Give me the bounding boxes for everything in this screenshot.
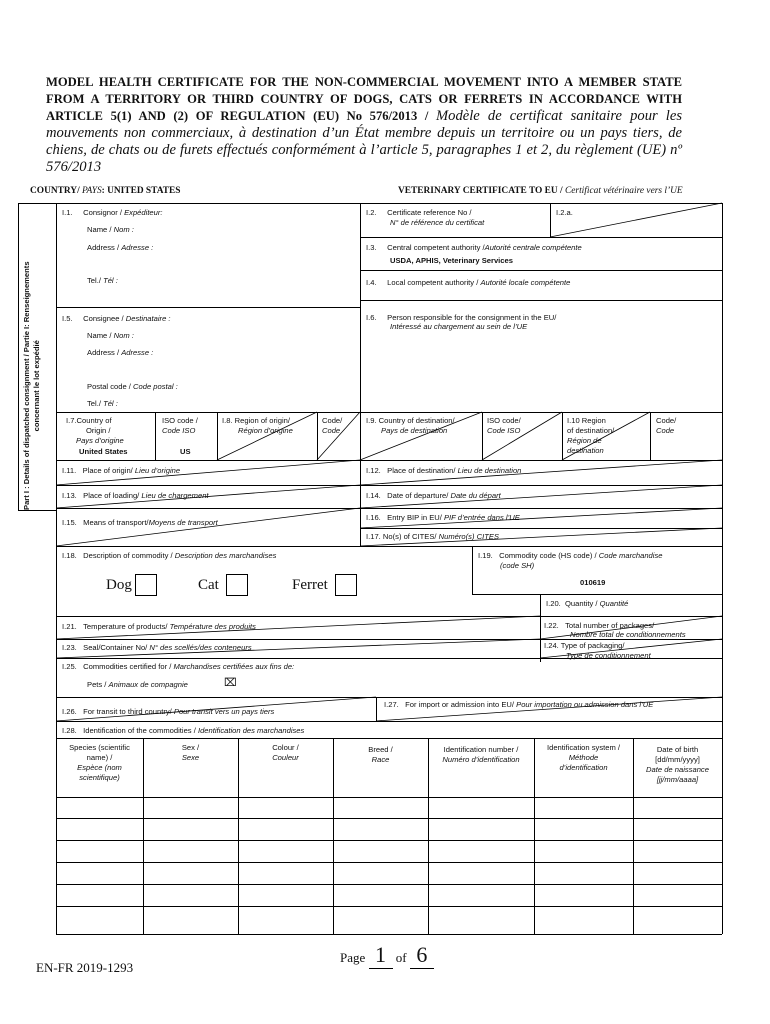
field-i6[interactable]: I.6. Person responsible for the consignment in the EU/	[366, 313, 557, 322]
field-i6-fr: Intéressé au chargement au sein de l’UE	[390, 322, 528, 331]
field-i20[interactable]: I.20. Quantity / Quantité	[546, 599, 629, 608]
field-i8-fr: Région d’origine	[238, 426, 293, 435]
field-i19[interactable]: I.19. Commodity code (HS code) / Code marchandise	[478, 551, 663, 560]
title-fr: Modèle de certificat sanitaire pour les mouvements non commerciaux, à destination d’un État membre depuis un territoire ou un pays tiers, de chiens, de chats ou de furets effectués conformément à l’article 5, paragraphes 1 et 2, du règlement (UE) nº 576/2013	[46, 108, 683, 175]
field-consignee-name[interactable]: Name / Nom :	[87, 331, 134, 340]
table-header-species: Species (scientific name) / Espèce (nom scientifique)	[69, 743, 130, 782]
table-header-id-system: Identification system / Méthode d’identification	[546, 743, 621, 772]
title-en: MODEL HEALTH CERTIFICATE FOR THE NON-COMMERCIAL MOVEMENT INTO A MEMBER STATE FROM A TERRITORY OR THIRD COUNTRY OF DOGS, CATS OR FERRETS IN ACCORDANCE WITH ARTICLE 5(1) AND (2) OF REGULATION (EU) No 576/2013	[46, 75, 682, 123]
field-pets: Pets / Animaux de compagnie	[87, 680, 188, 689]
ferret-label: Ferret	[292, 577, 328, 593]
field-code-origin-fr: Code	[322, 426, 341, 435]
field-i15[interactable]: I.15. Means of transport/Moyens de transport	[62, 518, 218, 527]
country-label-fr: PAYS	[82, 186, 102, 196]
field-consignor-address[interactable]: Address / Adresse :	[87, 243, 154, 252]
of-label: of	[395, 950, 407, 965]
field-i17[interactable]: I.17. No(s) of CITES/ Numéro(s) CITES	[366, 532, 499, 541]
table-header-dob: Date of birth [dd/mm/yyyy] Date de naissance [jj/mm/aaaa]	[646, 745, 709, 784]
vet-cert-label: VETERINARY CERTIFICATE TO EU /	[398, 186, 563, 196]
field-consignee-tel[interactable]: Tel./ Tél :	[87, 399, 118, 408]
field-i2[interactable]: I.2. Certificate reference No /	[366, 208, 472, 217]
ferret-checkbox[interactable]	[335, 574, 357, 596]
field-i3-value: USDA, APHIS, Veterinary Services	[390, 256, 513, 265]
field-i7-value: United States	[79, 447, 128, 456]
page-indicator	[340, 942, 434, 969]
country-label: COUNTRY/	[30, 186, 80, 196]
field-iso-dest[interactable]: ISO code/	[487, 416, 521, 425]
field-i10-label2: of destination/	[567, 426, 615, 435]
field-i7-fr: Pays d’origine	[76, 436, 124, 445]
cat-label: Cat	[198, 577, 219, 593]
field-code-dest-fr: Code	[656, 426, 675, 435]
table-header-colour: Colour / Couleur	[272, 743, 299, 762]
country-value: : UNITED STATES	[101, 186, 181, 196]
field-i14[interactable]: I.14. Date of departure/ Date du départ	[366, 491, 501, 500]
field-consignor-name[interactable]: Name / Nom :	[87, 225, 134, 234]
field-i24[interactable]: I.24. Type of packaging/	[544, 641, 625, 650]
field-i10-fr1: Région de	[567, 436, 602, 445]
field-i12[interactable]: I.12. Place of destination/ Lieu de destination	[366, 466, 522, 475]
field-i23[interactable]: I.23. Seal/Container No/ N° des scellés/des conteneurs	[62, 643, 252, 652]
table-header-sex: Sex / Sexe	[181, 743, 200, 762]
title-separator: /	[417, 109, 437, 123]
cat-checkbox[interactable]	[226, 574, 248, 596]
page-label: Page	[340, 950, 366, 965]
vet-cert-label-fr: Certificat vétérinaire vers l’UE	[565, 186, 683, 196]
table-header-id-number: Identification number / Numéro d’identification	[442, 745, 520, 764]
field-iso-dest-fr: Code ISO	[487, 426, 521, 435]
field-i10[interactable]: I.10 Region	[567, 416, 606, 425]
field-i24-fr: Type de conditionnement	[566, 651, 651, 660]
field-i2-fr: N° de référence du certificat	[390, 218, 485, 227]
field-i16[interactable]: I.16. Entry BIP in EU/ PIF d’entrée dans l’UE	[366, 513, 520, 522]
field-iso-origin-value: US	[180, 447, 191, 456]
dog-label: Dog	[106, 577, 132, 593]
field-code-dest[interactable]: Code/	[656, 416, 677, 425]
field-i19-value: 010619	[580, 578, 606, 587]
table-header-breed: Breed / Race	[368, 745, 393, 764]
pets-checkbox-icon[interactable]: ⌧	[224, 677, 237, 689]
side-label-line2: concernant le lot expédié	[32, 340, 41, 432]
field-i26[interactable]: I.26. For transit to third country/ Pour transit vers un pays tiers	[62, 707, 275, 716]
field-i27[interactable]: I.27. For import or admission into EU/ Pour importation ou admission dans l’UE	[384, 700, 654, 709]
field-consignee-address[interactable]: Address / Adresse :	[87, 348, 154, 357]
page-number: 1	[369, 942, 393, 969]
field-i2a[interactable]: I.2.a.	[556, 208, 573, 217]
dog-checkbox[interactable]	[135, 574, 157, 596]
field-i28: I.28. Identification of the commodities / Identification des marchandises	[62, 726, 305, 735]
page-total: 6	[410, 942, 434, 969]
field-code-origin[interactable]: Code/	[322, 416, 343, 425]
field-i10-fr2: destination	[567, 446, 604, 455]
field-i1[interactable]: I.1. Consignor / Expéditeur:	[62, 208, 163, 217]
field-i9-fr: Pays de destination	[381, 426, 448, 435]
field-i21[interactable]: I.21. Temperature of products/ Température des produits	[62, 622, 256, 631]
field-i18[interactable]: I.18. Description of commodity / Description des marchandises	[62, 551, 277, 560]
field-i8[interactable]: I.8. Region of origin/	[222, 416, 290, 425]
part-one-side-label	[22, 261, 42, 510]
field-i3[interactable]: I.3. Central competent authority /Autorité centrale compétente	[366, 243, 582, 252]
field-i11[interactable]: I.11. Place of origin/ Lieu d’origine	[62, 466, 181, 475]
field-i9[interactable]: I.9. Country of destination/	[366, 416, 455, 425]
field-i7[interactable]: I.7.Country of	[66, 416, 112, 425]
field-iso-origin-fr: Code ISO	[162, 426, 196, 435]
document-code: EN-FR 2019-1293	[36, 960, 134, 975]
field-consignee-postal[interactable]: Postal code / Code postal :	[87, 382, 178, 391]
side-label-line1: Part I : Details of dispatched consignment / Partie I: Renseignements	[22, 261, 31, 510]
field-i7-label2: Origin /	[86, 426, 111, 435]
field-i13[interactable]: I.13. Place of loading/ Lieu de chargement	[62, 491, 209, 500]
field-i22-fr: Nombre total de conditionnements	[570, 630, 686, 639]
field-iso-origin[interactable]: ISO code /	[162, 416, 198, 425]
field-i5[interactable]: I.5. Consignee / Destinataire :	[62, 314, 171, 323]
field-i22[interactable]: I.22. Total number of packages/	[544, 621, 655, 630]
field-i4[interactable]: I.4. Local competent authority / Autorité locale compétente	[366, 278, 571, 287]
field-consignor-tel[interactable]: Tel./ Tél :	[87, 276, 118, 285]
field-i25[interactable]: I.25. Commodities certified for / Marchandises certifiées aux fins de:	[62, 662, 295, 671]
field-i19-fr2: (code SH)	[500, 561, 535, 570]
